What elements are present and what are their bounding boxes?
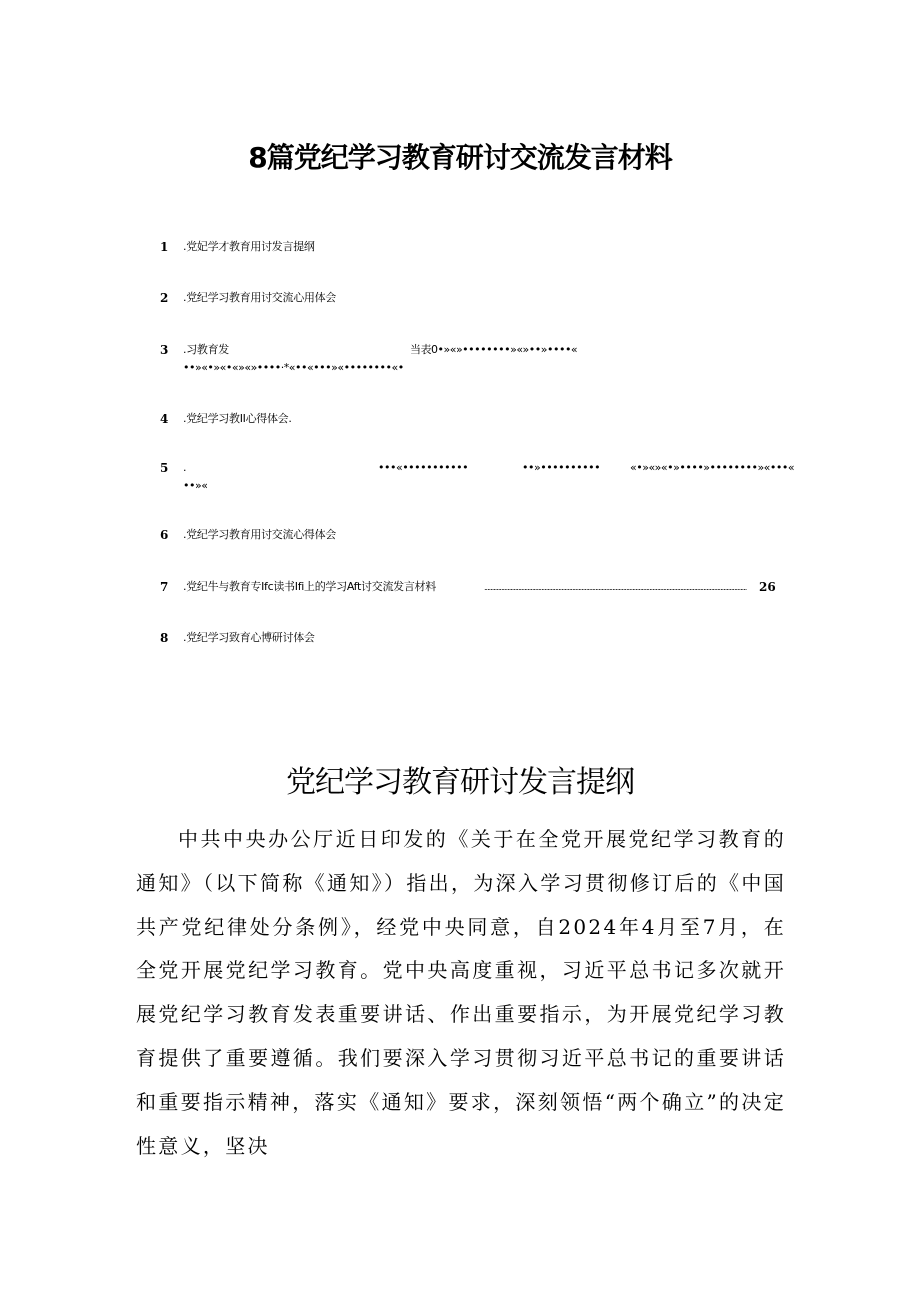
- toc-number: 4: [160, 412, 169, 426]
- toc-item-5-continuation: ••»«: [183, 479, 208, 492]
- toc-item-7[interactable]: .党纪牛与教育专Ifc读书Ifi上的学习Aft讨交流发言材料: [183, 580, 436, 593]
- toc-item-6[interactable]: .党纪学习教育用讨交流心得体会: [183, 528, 336, 541]
- toc-item-4[interactable]: .党纪学习教II心得体会.: [183, 412, 292, 425]
- toc-number: 6: [160, 528, 169, 542]
- toc-item-3-fragment: 当表0•»«»••••••••»«»••»••••«: [410, 343, 578, 356]
- document-title: 8篇党纪学习教育研讨交流发言材料: [248, 141, 672, 174]
- toc-item-5[interactable]: .: [183, 461, 187, 474]
- toc-number: 1: [160, 240, 169, 254]
- toc-item-3[interactable]: .习教育发: [183, 343, 229, 356]
- toc-number: 3: [160, 343, 169, 357]
- toc-item-5-fragment: «•»«»«•»••••»••••••••»«•••«: [630, 461, 795, 474]
- toc-page-number: 26: [759, 580, 776, 594]
- toc-item-5-fragment: •••«•••••••••••: [378, 461, 469, 474]
- body-paragraph: 中共中央办公厅近日印发的《关于在全党开展党纪学习教育的通知》（以下简称《通知》）指出，为深入学习贯彻修订后的《中国共产党纪律处分条例》，经党中央同意，自2024年4月至7月，在全党开展党纪学习教育。党中央高度重视，习近平总书记多次就开展党纪学习教育发表重要讲话、作出重要指示，为开展党纪学习教育提供了重要遵循。我们要深入学习贯彻习近平总书记的重要讲话和重要指示精神，落实《通知》要求，深刻领悟“两个确立”的决定性意义，坚决: [136, 827, 786, 1158]
- toc-item-3-continuation: ••»«•»«•«»«»••••·*«••«•••»«••••••••«•: [183, 361, 404, 374]
- toc-item-5-fragment: ••»••••••••••: [522, 461, 601, 474]
- toc-item-2[interactable]: .党纪学习教育用讨交流心用体会: [183, 291, 336, 304]
- toc-number: 2: [160, 291, 169, 305]
- toc-leader-dots: ..........................................................................................................................................................................: [484, 583, 747, 592]
- toc-item-8[interactable]: .党纪学习致育心博研讨体会: [183, 631, 315, 644]
- toc-number: 5: [160, 461, 169, 475]
- toc-item-1[interactable]: .党妃学才教育用讨发言提纲: [183, 240, 315, 253]
- toc-number: 8: [160, 631, 169, 645]
- section-title: 党纪学习教育研讨发言提纲: [286, 765, 634, 800]
- toc-number: 7: [160, 580, 169, 594]
